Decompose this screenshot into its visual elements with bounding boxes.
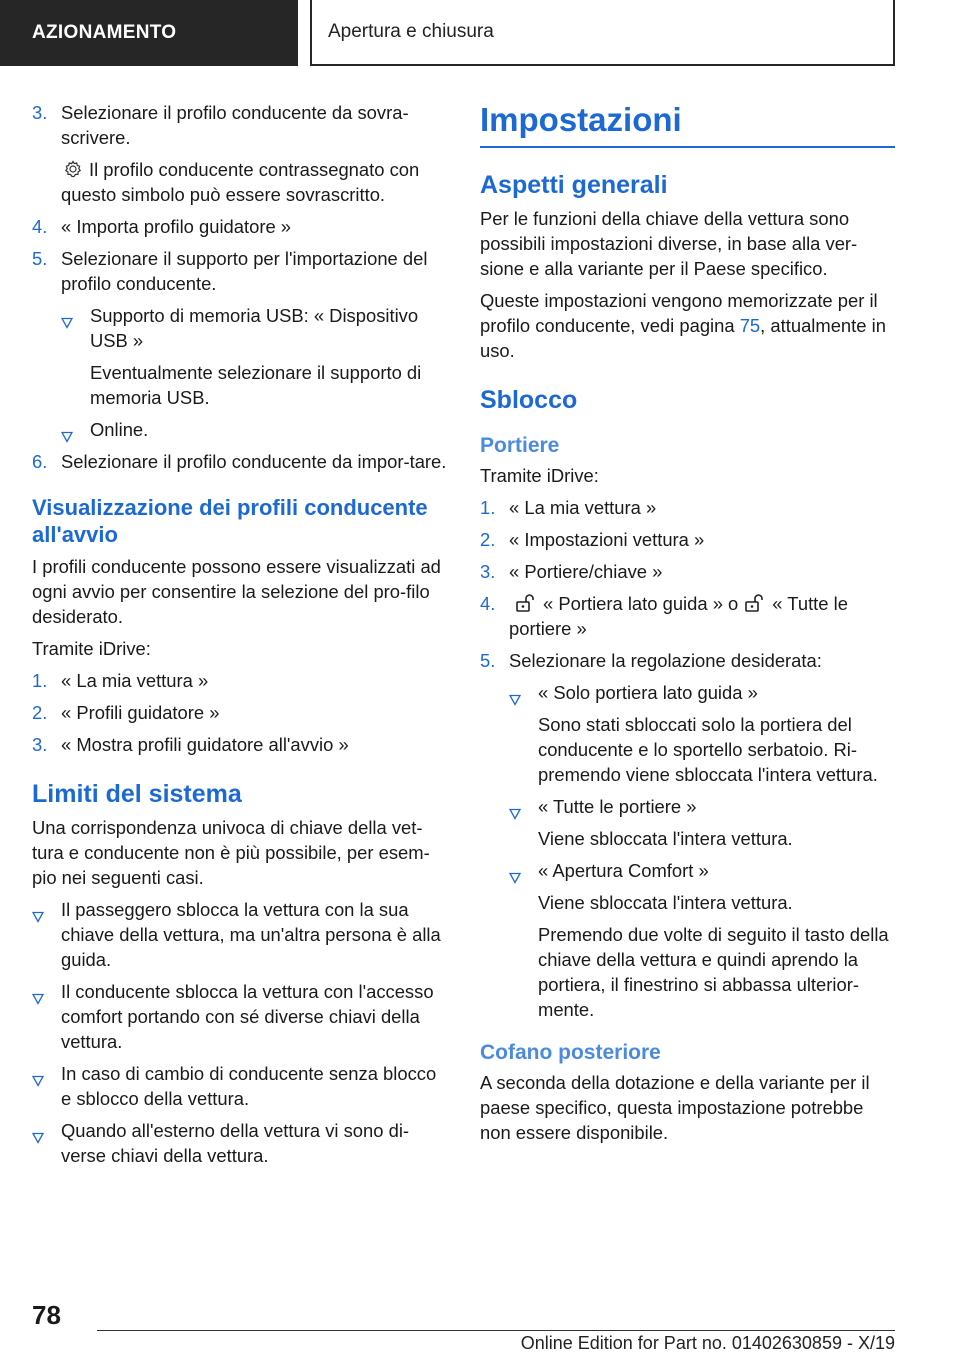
paragraph: A seconda della dotazione e della variante per il paese specifico, questa impostazione potrebbe non essere disponibile. <box>480 1072 870 1143</box>
triangle-bullet-icon <box>509 865 521 877</box>
triangle-bullet-icon <box>32 904 44 916</box>
triangle-bullet-icon <box>509 687 521 699</box>
step-number: 2. <box>480 529 496 550</box>
list-item <box>480 559 895 584</box>
list-item <box>32 732 450 757</box>
footer-divider <box>97 1330 895 1331</box>
bullet-note: Sono stati sbloccati solo la portiera del conducente e lo sportello serbatoio. Ri-premendo viene sbloccata l'intera vettura. <box>538 714 878 785</box>
heading-visualizzazione: Visualizzazione dei profili conducente all'avvio <box>32 495 428 547</box>
step-text: « Mostra profili guidatore all'avvio » <box>61 734 349 755</box>
step-number: 5. <box>32 248 48 269</box>
triangle-bullet-icon <box>61 310 73 322</box>
step-number: 4. <box>32 216 48 237</box>
step-number: 3. <box>32 102 48 123</box>
paragraph: Una corrispondenza univoca di chiave della vet-tura e conducente non è più possibile, per esem-pio nei seguenti casi. <box>32 817 430 888</box>
step-text: « La mia vettura » <box>61 670 209 691</box>
section-tab: AZIONAMENTO <box>0 0 298 66</box>
bullet-item: Il conducente sblocca la vettura con l'accesso comfort portando con sé diverse chiavi della vettura. <box>32 979 450 1054</box>
list-item <box>32 700 450 725</box>
page-link[interactable]: 75 <box>739 315 761 336</box>
page-title: Impostazioni <box>480 100 895 148</box>
bullet-item: « Solo portiera lato guida » <box>509 680 895 705</box>
unlock-driver-door-icon <box>515 593 537 613</box>
list-item <box>480 648 895 673</box>
step-text: « La mia vettura » <box>509 497 657 518</box>
step-number: 3. <box>480 561 496 582</box>
triangle-bullet-icon <box>509 801 521 813</box>
step-text: « Portiere/chiave » <box>509 561 663 582</box>
bullet-note: Viene sbloccata l'intera vettura. <box>538 892 793 913</box>
step-number: 6. <box>32 451 48 472</box>
step-number: 3. <box>32 734 48 755</box>
edition-text: Online Edition for Part no. 01402630859 - X/19 <box>520 1333 895 1353</box>
paragraph: Per le funzioni della chiave della vettura sono possibili impostazioni diverse, in base alla ver-sione e alla variante per il Paese specifico. <box>480 208 858 279</box>
list-item <box>32 214 450 239</box>
step-text: « Importa profilo guidatore » <box>61 216 292 237</box>
step-text: Selezionare la regolazione desiderata: <box>509 650 822 671</box>
triangle-bullet-icon <box>32 1125 44 1137</box>
triangle-bullet-icon <box>32 986 44 998</box>
bullet-item: « Tutte le portiere » <box>509 794 895 819</box>
sub-list <box>480 680 895 1022</box>
step-text: Selezionare il profilo conducente da sovra-scrivere. <box>61 102 409 148</box>
step-number: 1. <box>32 670 48 691</box>
list-item <box>480 527 895 552</box>
bullet-note: Viene sbloccata l'intera vettura. <box>538 828 793 849</box>
page-number: 78 <box>32 1300 61 1330</box>
bullet-item: Online. <box>61 417 450 442</box>
gear-icon <box>63 159 83 179</box>
list-item <box>32 668 450 693</box>
heading-aspetti: Aspetti generali <box>480 171 668 199</box>
paragraph: Queste impostazioni vengono memorizzate per il profilo conducente, vedi pagina 75, attualmente in uso. <box>480 290 886 361</box>
step-number: 1. <box>480 497 496 518</box>
right-column <box>480 100 895 1152</box>
bullet-item: « Apertura Comfort » <box>509 858 895 883</box>
left-column <box>32 100 450 1175</box>
heading-sblocco: Sblocco <box>480 386 578 414</box>
bullet-item: Supporto di memoria USB: « Dispositivo USB » <box>61 303 450 353</box>
heading-cofano: Cofano posteriore <box>480 1041 661 1064</box>
list-item <box>480 495 895 520</box>
bullet-note: Premendo due volte di seguito il tasto della chiave della vettura e quindi aprendo la portiera, il finestrino si abbassa ulterior-mente. <box>538 924 889 1020</box>
triangle-bullet-icon <box>61 424 73 436</box>
list-item <box>32 246 450 296</box>
bullet-item: Il passeggero sblocca la vettura con la sua chiave della vettura, ma un'altra persona è alla guida. <box>32 897 450 972</box>
paragraph: I profili conducente possono essere visualizzati ad ogni avvio per consentire la selezione del pro-filo desiderato. <box>32 556 441 627</box>
paragraph: Tramite iDrive: <box>32 638 151 659</box>
unlock-all-doors-icon <box>744 593 766 613</box>
page-header <box>0 0 960 68</box>
step-number: 2. <box>32 702 48 723</box>
step-text: Selezionare il profilo conducente da impor-tare. <box>61 451 447 472</box>
step-note: Il profilo conducente contrassegnato con questo simbolo può essere sovrascritto. <box>61 159 420 205</box>
bullet-item: Quando all'esterno della vettura vi sono di-verse chiavi della vettura. <box>32 1118 450 1168</box>
step-text: « Impostazioni vettura » <box>509 529 705 550</box>
paragraph: Tramite iDrive: <box>480 465 599 486</box>
sub-list <box>32 303 450 442</box>
bullet-item: In caso di cambio di conducente senza blocco e sblocco della vettura. <box>32 1061 450 1111</box>
step-text: « Profili guidatore » <box>61 702 220 723</box>
heading-limiti: Limiti del sistema <box>32 780 242 808</box>
step-text: Selezionare il supporto per l'importazione del profilo conducente. <box>61 248 428 294</box>
bullet-note: Eventualmente selezionare il supporto di memoria USB. <box>90 362 422 408</box>
list-item <box>32 449 450 474</box>
list-item: 4. « Portiera lato guida » o « Tutte le portiere » <box>480 593 848 639</box>
step-number: 5. <box>480 650 496 671</box>
list-item <box>32 100 450 150</box>
heading-portiere: Portiere <box>480 434 560 457</box>
step-number: 4. <box>480 593 496 614</box>
chapter-tab: Apertura e chiusura <box>310 0 895 66</box>
triangle-bullet-icon <box>32 1068 44 1080</box>
